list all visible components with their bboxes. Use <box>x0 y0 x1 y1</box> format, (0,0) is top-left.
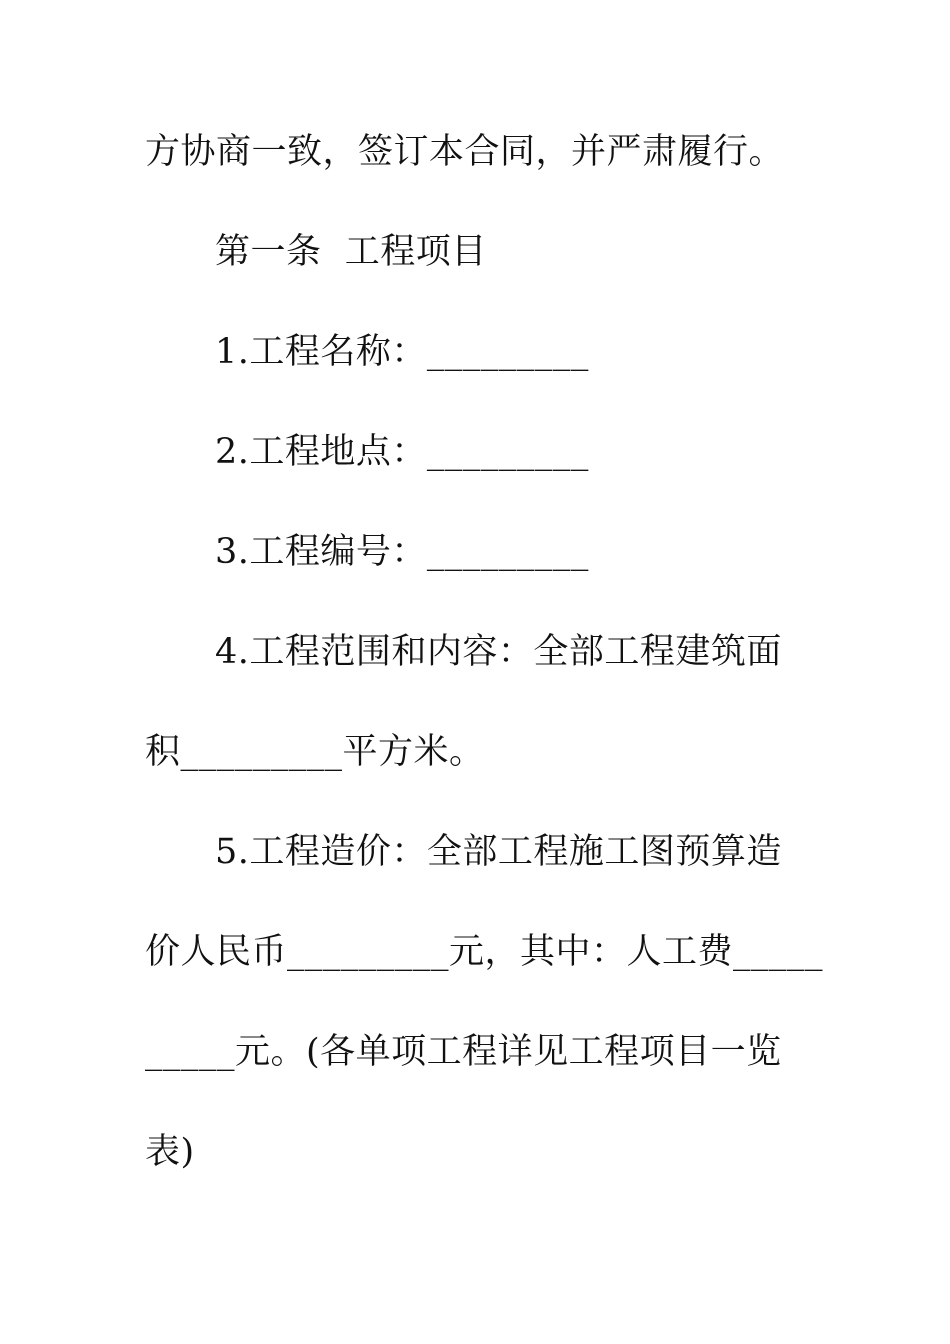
project-cost-note-line: _____元。(各单项工程详见工程项目一览 <box>145 1032 782 1072</box>
project-name-line: 1.工程名称：_________ <box>215 332 589 372</box>
project-scope-line: 4.工程范围和内容：全部工程建筑面 <box>215 632 782 672</box>
project-cost-amount-line: 价人民币_________元，其中：人工费_____ <box>145 932 824 972</box>
project-number-line: 3.工程编号：_________ <box>215 532 589 572</box>
project-cost-note-end-line: 表) <box>145 1132 195 1172</box>
project-location-line: 2.工程地点：_________ <box>215 432 589 472</box>
project-area-line: 积_________平方米。 <box>145 732 485 772</box>
article-heading: 第一条 工程项目 <box>215 232 487 272</box>
project-cost-line: 5.工程造价：全部工程施工图预算造 <box>215 832 782 872</box>
contract-text-line: 方协商一致，签订本合同，并严肃履行。 <box>145 132 785 172</box>
